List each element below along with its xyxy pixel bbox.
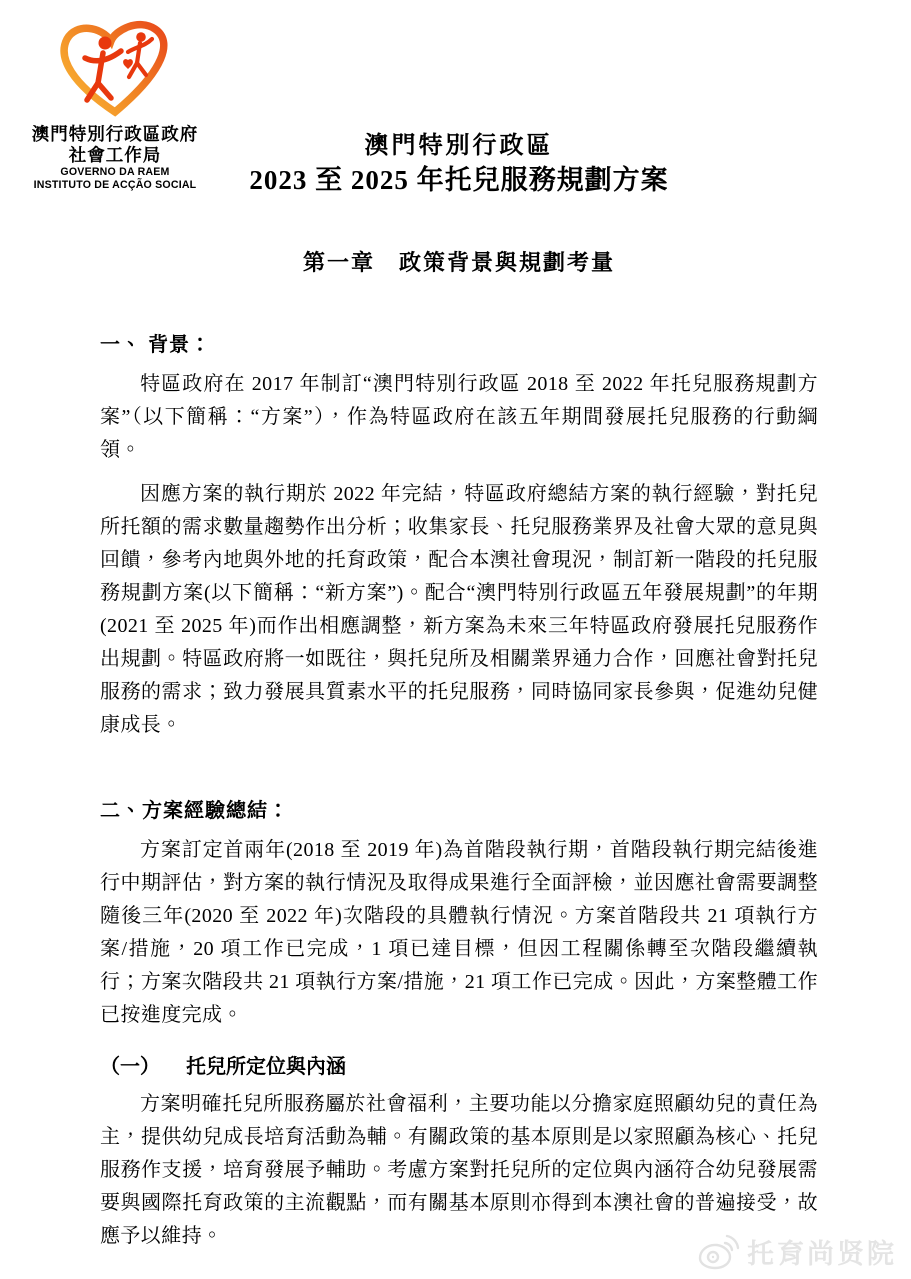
section-2-paragraph-1: 方案訂定首兩年(2018 至 2019 年)為首階段執行期，首階段執行期完結後進行中期評估，對方案的執行情況及取得成果進行全面評檢，並因應社會需要調整隨後三年(2020 至 2022 年)次階段的具體執行情況。方案首階段共 21 項執行方案/措施，20 項工作已完成，1 項已達目標，但因工程關係轉至次階段繼續執行；方案次階段共 21 項執行方案/措施，21 項工作已完成。因此，方案整體工作已按進度完成。 <box>100 839 818 1026</box>
section-2-heading: 二、方案經驗總結： <box>100 800 289 822</box>
heart-figure-small <box>128 32 152 77</box>
section-1-heading: 一、 背景： <box>100 334 211 356</box>
org-name-pt-line2: INSTITUTO DE ACÇÃO SOCIAL <box>33 178 197 191</box>
small-heart-icon <box>123 59 133 69</box>
heart-logo-icon <box>49 20 181 120</box>
subsection-1-heading <box>100 1054 818 1080</box>
weibo-icon <box>697 1233 741 1271</box>
document-title-line2: 2023 至 2025 年托兒服務規劃方案 <box>249 165 669 195</box>
heart-figures <box>85 37 121 101</box>
subsection-1-title: 托兒所定位與內涵 <box>186 1056 346 1078</box>
subsection-1-paragraph-1: 方案明確托兒所服務屬於社會福利，主要功能以分擔家庭照顧幼兒的責任為主，提供幼兒成長培育活動為輔。有關政策的基本原則是以家照顧為核心、托兒服務作支援，培育發展予輔助。考慮方案對托兒所的定位與內涵符合幼兒發展需要與國際托育政策的主流觀點，而有關基本原則亦得到本澳社會的普遍接受，故應予以維持。 <box>100 1093 818 1247</box>
watermark <box>697 1232 897 1271</box>
org-name-zh-line1: 澳門特別行政區政府 <box>31 124 199 144</box>
org-name-zh-line2: 社會工作局 <box>68 145 162 165</box>
chapter-heading: 第一章 政策背景與規劃考量 <box>302 250 615 275</box>
watermark-text: 托育尚贤院 <box>747 1239 897 1269</box>
org-name-pt-line1: GOVERNO DA RAEM <box>60 166 170 178</box>
section-1-paragraph-1: 特區政府在 2017 年制訂“澳門特別行政區 2018 至 2022 年托兒服務規劃方案”（以下簡稱：“方案”），作為特區政府在該五年期間發展托兒服務的行動綱領。 <box>100 373 818 461</box>
document-title-line1: 澳門特別行政區 <box>364 133 554 159</box>
section-1-paragraph-2: 因應方案的執行期於 2022 年完結，特區政府總結方案的執行經驗，對托兒所托額的需求數量趨勢作出分析；收集家長、托兒服務業界及社會大眾的意見與回饋，參考內地與外地的托育政策，配合本澳社會現況，制訂新一階段的托兒服務規劃方案(以下簡稱：“新方案”)。配合“澳門特別行政區五年發展規劃”的年期(2021 至 2025 年)而作出相應調整，新方案為未來三年特區政府發展托兒服務作出規劃。特區政府將一如既往，與托兒所及相關業界通力合作，回應社會對托兒服務的需求；致力發展具質素水平的托兒服務，同時協同家長參與，促進幼兒健康成長。 <box>100 483 818 736</box>
logo-block <box>26 20 204 191</box>
subsection-1-number: （一） <box>100 1056 160 1078</box>
